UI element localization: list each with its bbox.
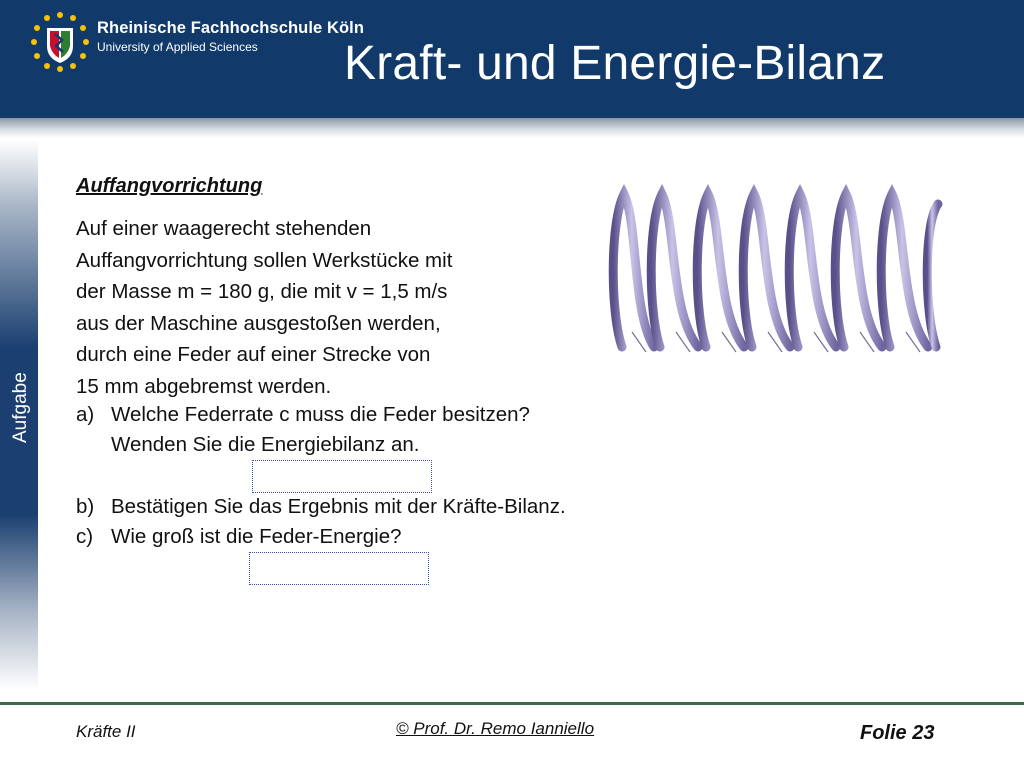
description-line: Auf einer waagerecht stehenden bbox=[76, 217, 372, 240]
university-logo-icon bbox=[28, 10, 92, 74]
slide-number: Folie 23 bbox=[860, 722, 935, 744]
footer-author: © Prof. Dr. Remo Ianniello bbox=[396, 719, 595, 738]
question-letter: a) bbox=[76, 403, 95, 426]
task-description bbox=[76, 213, 596, 402]
description-line: der Masse m = 180 g, die mit v = 1,5 m/s bbox=[76, 280, 448, 303]
answer-box-c[interactable] bbox=[249, 552, 429, 585]
description-line: aus der Maschine ausgestoßen werden, bbox=[76, 311, 441, 335]
header-divider bbox=[0, 118, 1024, 138]
question-text: Welche Federrate c muss die Feder besitzen? bbox=[111, 403, 530, 426]
description-line: Auffangvorrichtung sollen Werkstücke mit bbox=[76, 248, 453, 272]
slide-title: Kraft- und Energie-Bilanz bbox=[344, 37, 886, 90]
question-text: Wenden Sie die Energiebilanz an. bbox=[111, 433, 420, 456]
university-name: Rheinische Fachhochschule Köln bbox=[97, 19, 365, 37]
question-text: Wie groß ist die Feder-Energie? bbox=[111, 525, 402, 548]
question-b bbox=[76, 492, 566, 522]
description-line: durch eine Feder auf einer Strecke von bbox=[76, 343, 431, 366]
header-bar bbox=[0, 0, 1024, 124]
question-a bbox=[76, 400, 530, 460]
question-text: Bestätigen Sie das Ergebnis mit der Kräfte-Bilanz. bbox=[111, 495, 566, 518]
footer-course: Kräfte II bbox=[76, 722, 136, 741]
sidebar-label: Aufgabe bbox=[10, 372, 31, 443]
question-letter: c) bbox=[76, 525, 94, 548]
task-heading: Auffangvorrichtung bbox=[76, 175, 263, 197]
university-subtitle: University of Applied Sciences bbox=[97, 40, 258, 54]
description-line: 15 mm abgebremst werden. bbox=[76, 374, 332, 398]
answer-box-a[interactable] bbox=[252, 460, 432, 493]
footer-divider bbox=[0, 702, 1024, 705]
spring-icon bbox=[602, 182, 958, 360]
question-letter: b) bbox=[76, 495, 95, 518]
question-c bbox=[76, 522, 402, 552]
